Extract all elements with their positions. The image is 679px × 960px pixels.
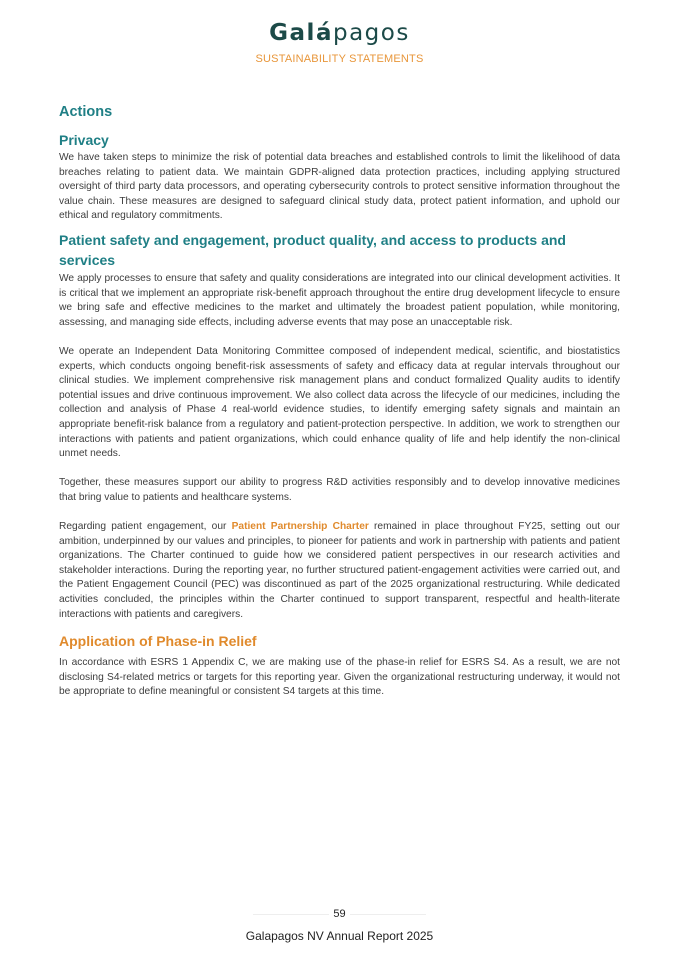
page-number: 59 xyxy=(329,908,349,920)
phase-in-relief-paragraph: In accordance with ESRS 1 Appendix C, we are making use of the phase‑in relief for ESRS S4. As a result, we are not disclosing S4‑related metrics or targets for this reporting year. Given the organizational restructuring underway, it would not be appropriate to define meaningful or consistent S4 targets at this time. xyxy=(59,657,620,698)
patient-paragraph-1: We apply processes to ensure that safety and quality considerations are integrated into our clinical development activities. It is critical that we implement an appropriate risk-benefit approach throughout the entire drug development lifecycle to ensure we bring safe and effective medicines to the market and ultimately the broadest patient population, while monitoring, assessing, and managing side effects, including adverse events that may pose an unacceptable risk. xyxy=(59,272,620,328)
logo-bold-text: Galá xyxy=(269,20,333,46)
privacy-paragraph: We have taken steps to minimize the risk of potential data breaches and established controls to limit the likelihood of data breaches relating to patient data. We maintain GDPR-aligned data protection practices, including applying structured oversight of third party data processors, and operating cybersecurity controls to protect sensitive information throughout the value chain. These measures are designed to safeguard clinical study data, protect patient information, and uphold our ethical and regulatory commitments. xyxy=(59,152,620,222)
page-footer xyxy=(0,904,679,944)
patient-paragraph-4 xyxy=(59,520,620,622)
page-header xyxy=(0,20,679,66)
patient-paragraph-3: Together, these measures support our ability to progress R&D activities responsibly and to develop innovative medicines that bring value to patients and healthcare systems. xyxy=(59,477,620,503)
actions-heading: Actions xyxy=(59,104,113,120)
patient-p4-intro: Regarding patient engagement, our xyxy=(59,521,232,533)
logo-light-text: pagos xyxy=(332,20,410,46)
phase-in-relief-heading: Application of Phase-in Relief xyxy=(59,633,257,650)
main-content xyxy=(59,102,620,700)
privacy-heading: Privacy xyxy=(59,132,109,148)
patient-p4-body: remained in place throughout FY25, setting out our ambition, underpinned by our values and principles, to pioneer for patients and work in partnership with patients and patient organizations. The Charter continued to guide how we considered patient perspectives in our research activities and stakeholder interactions. During the reporting year, no further structured patient‑engagement activities were carried out, and the Patient Engagement Council (PEC) was discontinued as part of the 2025 organizational restructuring. While dedicated activities concluded, the principles within the Charter continued to support transparent, respectful and health‑literate interactions with patients and caregivers. xyxy=(59,521,620,620)
patient-paragraph-2: We operate an Independent Data Monitoring Committee composed of independent medical, scientific, and biostatistics experts, which conducts ongoing benefit-risk assessments of safety and efficacy data at regular intervals throughout our clinical studies. We implement comprehensive risk management plans and conduct formalized Quality audits to identify potential issues and drive continuous improvement. We also collect data across the lifecycle of our medicines, including the collection and analysis of Phase 4 real‑world evidence studies, to identify emerging safety signals and maintain an appropriate benefit-risk balance from a regulatory and patient‑protection perspective. In addition, we work to strengthen our interactions with patients and patient organizations, which could enhance quality of life and help identify the non-clinical unmet needs. xyxy=(59,345,620,460)
patient-safety-heading: Patient safety and engagement, product quality, and access to products and services xyxy=(59,231,566,268)
section-subtitle: SUSTAINABILITY STATEMENTS xyxy=(255,53,424,65)
patient-partnership-charter-link[interactable]: Patient Partnership Charter xyxy=(231,521,369,533)
page-number-rule xyxy=(253,905,425,923)
report-title: Galapagos NV Annual Report 2025 xyxy=(245,929,434,943)
galapagos-logo xyxy=(0,20,679,46)
